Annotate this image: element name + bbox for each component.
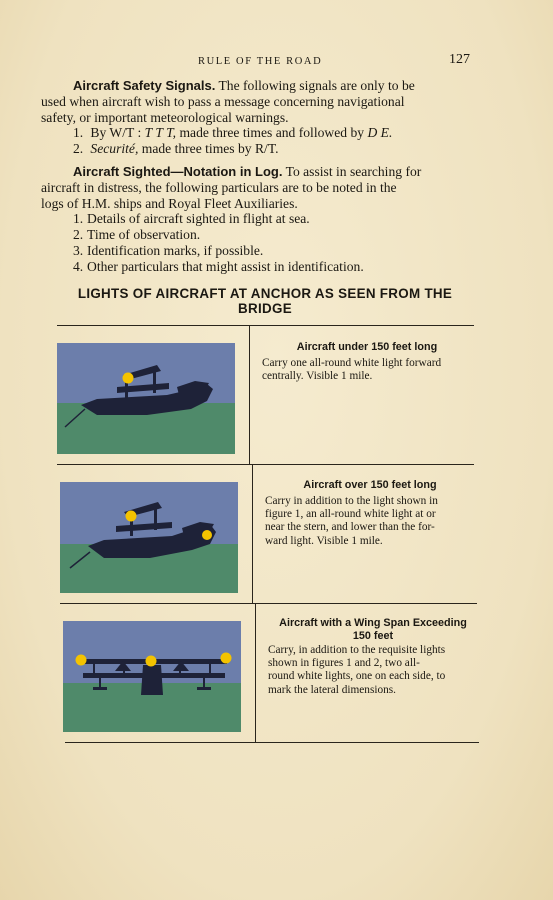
section-title-line: BRIDGE [238,301,292,316]
title-line: Aircraft with a Wing Span Exceeding [279,617,467,629]
section-title-line: LIGHTS OF AIRCRAFT AT ANCHOR AS SEEN FROM THE [77,286,453,301]
row-1-description [262,357,476,383]
lights-section-title [55,286,475,316]
figure-aircraft-under-150ft [57,343,235,454]
running-head: RULE OF THE ROAD [198,56,323,67]
page-header [0,52,553,72]
stern-anchor-light [202,530,212,540]
starboard-wingtip-light [221,653,232,664]
list-item [57,211,475,227]
item-number: 1. [73,211,84,227]
safety-intro-1: The following signals are only to be [218,78,415,93]
description-line: mark the lateral dimensions. [268,683,396,696]
port-wingtip-light [76,655,87,666]
description-line: centrally. Visible 1 mile. [262,370,373,383]
aircraft-sighted-heading: Aircraft Sighted—Notation in Log. [73,163,283,179]
safety-signals-paragraph [41,78,475,125]
column-divider [255,603,256,742]
description-line: Carry one all-round white light forward [262,357,442,369]
table-bottom-rule [65,742,479,743]
forward-anchor-light [123,373,134,384]
aircraft-at-anchor-illustration [60,482,238,593]
aircraft-sighted-paragraph [41,163,475,211]
description-line: round white lights, one on each side, to [268,670,446,683]
description-line: shown in figures 1 and 2, two all- [268,657,420,670]
list-item [57,259,475,275]
safety-signals-heading: Aircraft Safety Signals. [73,78,216,93]
sighted-intro-1: To assist in searching for [285,163,422,179]
signal-code: D E. [367,125,393,141]
sighted-list [57,211,475,274]
row-3-title [264,617,482,643]
sighted-intro-2: aircraft in distress, the following particulars are to be noted in the [41,179,397,195]
safety-intro-2: used when aircraft wish to pass a message concerning navigational [41,93,405,109]
row-2-title: Aircraft over 150 feet long [303,479,437,491]
body-text [41,78,475,275]
row-divider [60,603,477,604]
item-text: Other particulars that might assist in identification. [87,258,364,274]
signal-code: T T T, [144,125,177,141]
row-divider [57,464,474,465]
forward-anchor-light [146,656,157,667]
item-text: Details of aircraft sighted in flight at sea. [87,211,310,227]
column-divider [249,325,250,464]
item-text: Identification marks, if possible. [87,242,264,258]
item-number: 3. [73,242,84,258]
aircraft-at-anchor-illustration [57,343,235,454]
title-line: 150 feet [352,630,394,642]
description-line: near the stern, and lower than the for- [265,521,435,534]
list-item [57,243,475,259]
aircraft-at-anchor-illustration [63,621,241,732]
figure-aircraft-wide-span [63,621,241,732]
row-2-description [265,495,479,548]
item-number: 4. [73,258,84,274]
item-text: made three times and followed by [176,125,368,141]
item-number: 1. [73,125,84,141]
item-number: 2. [73,227,84,243]
description-line: ward light. Visible 1 mile. [265,534,383,547]
column-divider [252,464,253,603]
item-text: By W/T : [90,125,145,141]
list-item [57,227,475,243]
item-text: Time of observation. [87,227,201,243]
safety-intro-3: safety, or important meteorological warnings. [41,109,289,125]
list-item [57,125,475,141]
safety-signals-list [57,125,475,157]
sighted-intro-3: logs of H.M. ships and Royal Fleet Auxiliaries. [41,195,298,211]
page-number: 127 [449,52,470,67]
table-top-rule [57,325,474,326]
figure-aircraft-over-150ft [60,482,238,593]
signal-word: Securité, [90,141,139,157]
description-line: Carry, in addition to the requisite lights [268,644,446,656]
description-line: Carry in addition to the light shown in [265,495,438,507]
row-3-description [268,644,482,697]
item-text: made three times by R/T. [138,141,279,157]
forward-anchor-light [126,511,137,522]
row-1-title: Aircraft under 150 feet long [296,341,438,353]
description-line: figure 1, an all-round white light at or [265,508,436,521]
list-item [57,141,475,157]
item-number: 2. [73,141,84,157]
